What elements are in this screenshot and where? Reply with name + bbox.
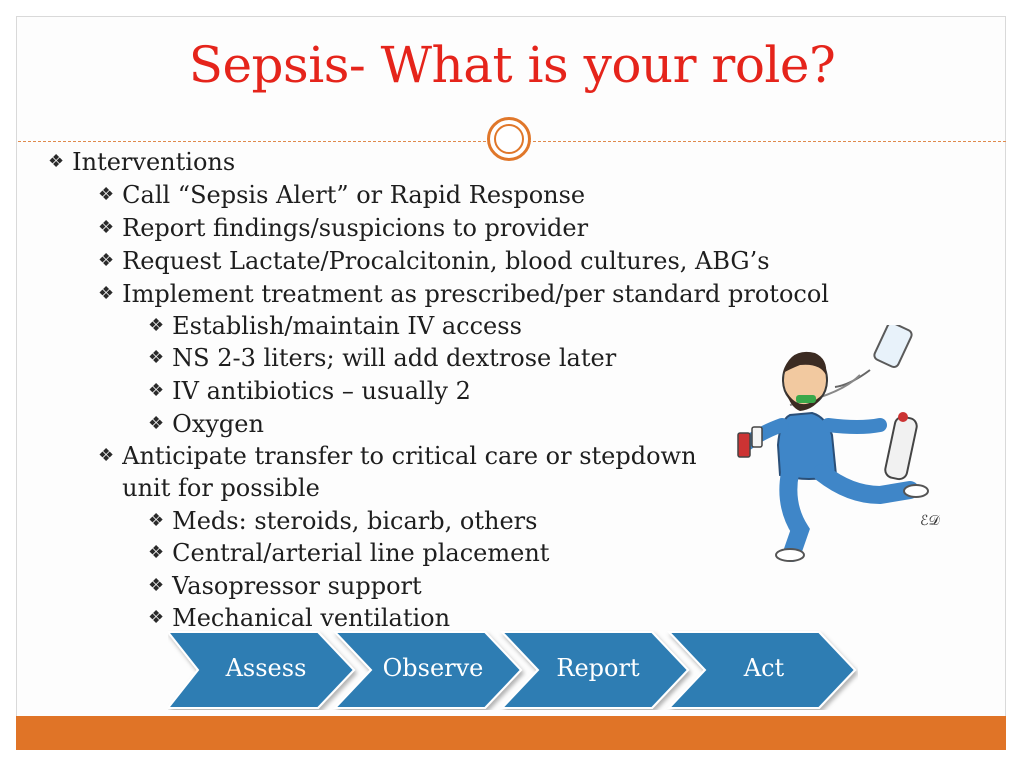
medicine-bottle-icon	[738, 427, 762, 457]
page-title: Sepsis- What is your role?	[188, 36, 836, 94]
diamond-bullet-icon: ❖	[148, 380, 165, 401]
footer-bar	[16, 716, 1006, 750]
bullet-text: Anticipate transfer to critical care or stepdown unit for possible	[122, 442, 697, 502]
nurse-head-icon	[783, 352, 827, 411]
diamond-bullet-icon: ❖	[98, 445, 115, 466]
artist-signature: ℰ𝒟	[920, 513, 940, 529]
bullet-text: Report findings/suspicions to provider	[122, 214, 589, 242]
bullet-item	[148, 570, 422, 602]
diamond-bullet-icon: ❖	[98, 217, 115, 238]
bullet-text: Oxygen	[172, 410, 264, 438]
bullet-text: Central/arterial line placement	[172, 539, 550, 567]
diamond-bullet-icon: ❖	[48, 151, 65, 172]
bullet-item	[98, 278, 829, 310]
bullet-text: Request Lactate/Procalcitonin, blood cultures, ABG’s	[122, 247, 770, 275]
diamond-bullet-icon: ❖	[148, 347, 165, 368]
diamond-bullet-icon: ❖	[148, 607, 165, 628]
diamond-bullet-icon: ❖	[98, 250, 115, 271]
ring-ornament-icon	[487, 117, 531, 161]
bullet-item	[98, 440, 712, 504]
bullet-item	[148, 505, 537, 537]
diamond-bullet-icon: ❖	[98, 283, 115, 304]
bullet-item	[148, 342, 616, 374]
diamond-bullet-icon: ❖	[98, 184, 115, 205]
diamond-bullet-icon: ❖	[148, 315, 165, 336]
step-observe: Observe	[382, 654, 484, 682]
iv-bag-icon	[835, 325, 913, 387]
bullet-text: Meds: steroids, bicarb, others	[172, 507, 538, 535]
bullet-text: Implement treatment as prescribed/per standard protocol	[122, 280, 829, 308]
oxygen-tank-icon	[884, 412, 918, 481]
bullet-text: Call “Sepsis Alert” or Rapid Response	[122, 181, 586, 209]
bullet-item	[148, 310, 522, 342]
running-nurse-illustration	[720, 325, 960, 565]
bullet-item	[148, 537, 549, 569]
step-act: Act	[743, 654, 785, 682]
bullet-item	[98, 245, 770, 277]
bullet-item	[98, 179, 585, 211]
bullet-item	[148, 375, 471, 407]
diamond-bullet-icon: ❖	[148, 542, 165, 563]
bullet-item	[148, 408, 264, 440]
bullet-text: Vasopressor support	[172, 572, 422, 600]
diamond-bullet-icon: ❖	[148, 575, 165, 596]
bullet-text: Interventions	[72, 148, 236, 176]
step-report: Report	[556, 654, 640, 682]
bullet-text: Establish/maintain IV access	[172, 312, 522, 340]
bullet-item	[48, 146, 235, 178]
bullet-item	[98, 212, 588, 244]
diamond-bullet-icon: ❖	[148, 510, 165, 531]
bullet-text: IV antibiotics – usually 2	[172, 377, 471, 405]
diamond-bullet-icon: ❖	[148, 413, 165, 434]
bullet-text: Mechanical ventilation	[172, 604, 451, 632]
step-assess: Assess	[225, 654, 307, 682]
bullet-text: NS 2-3 liters; will add dextrose later	[172, 344, 617, 372]
